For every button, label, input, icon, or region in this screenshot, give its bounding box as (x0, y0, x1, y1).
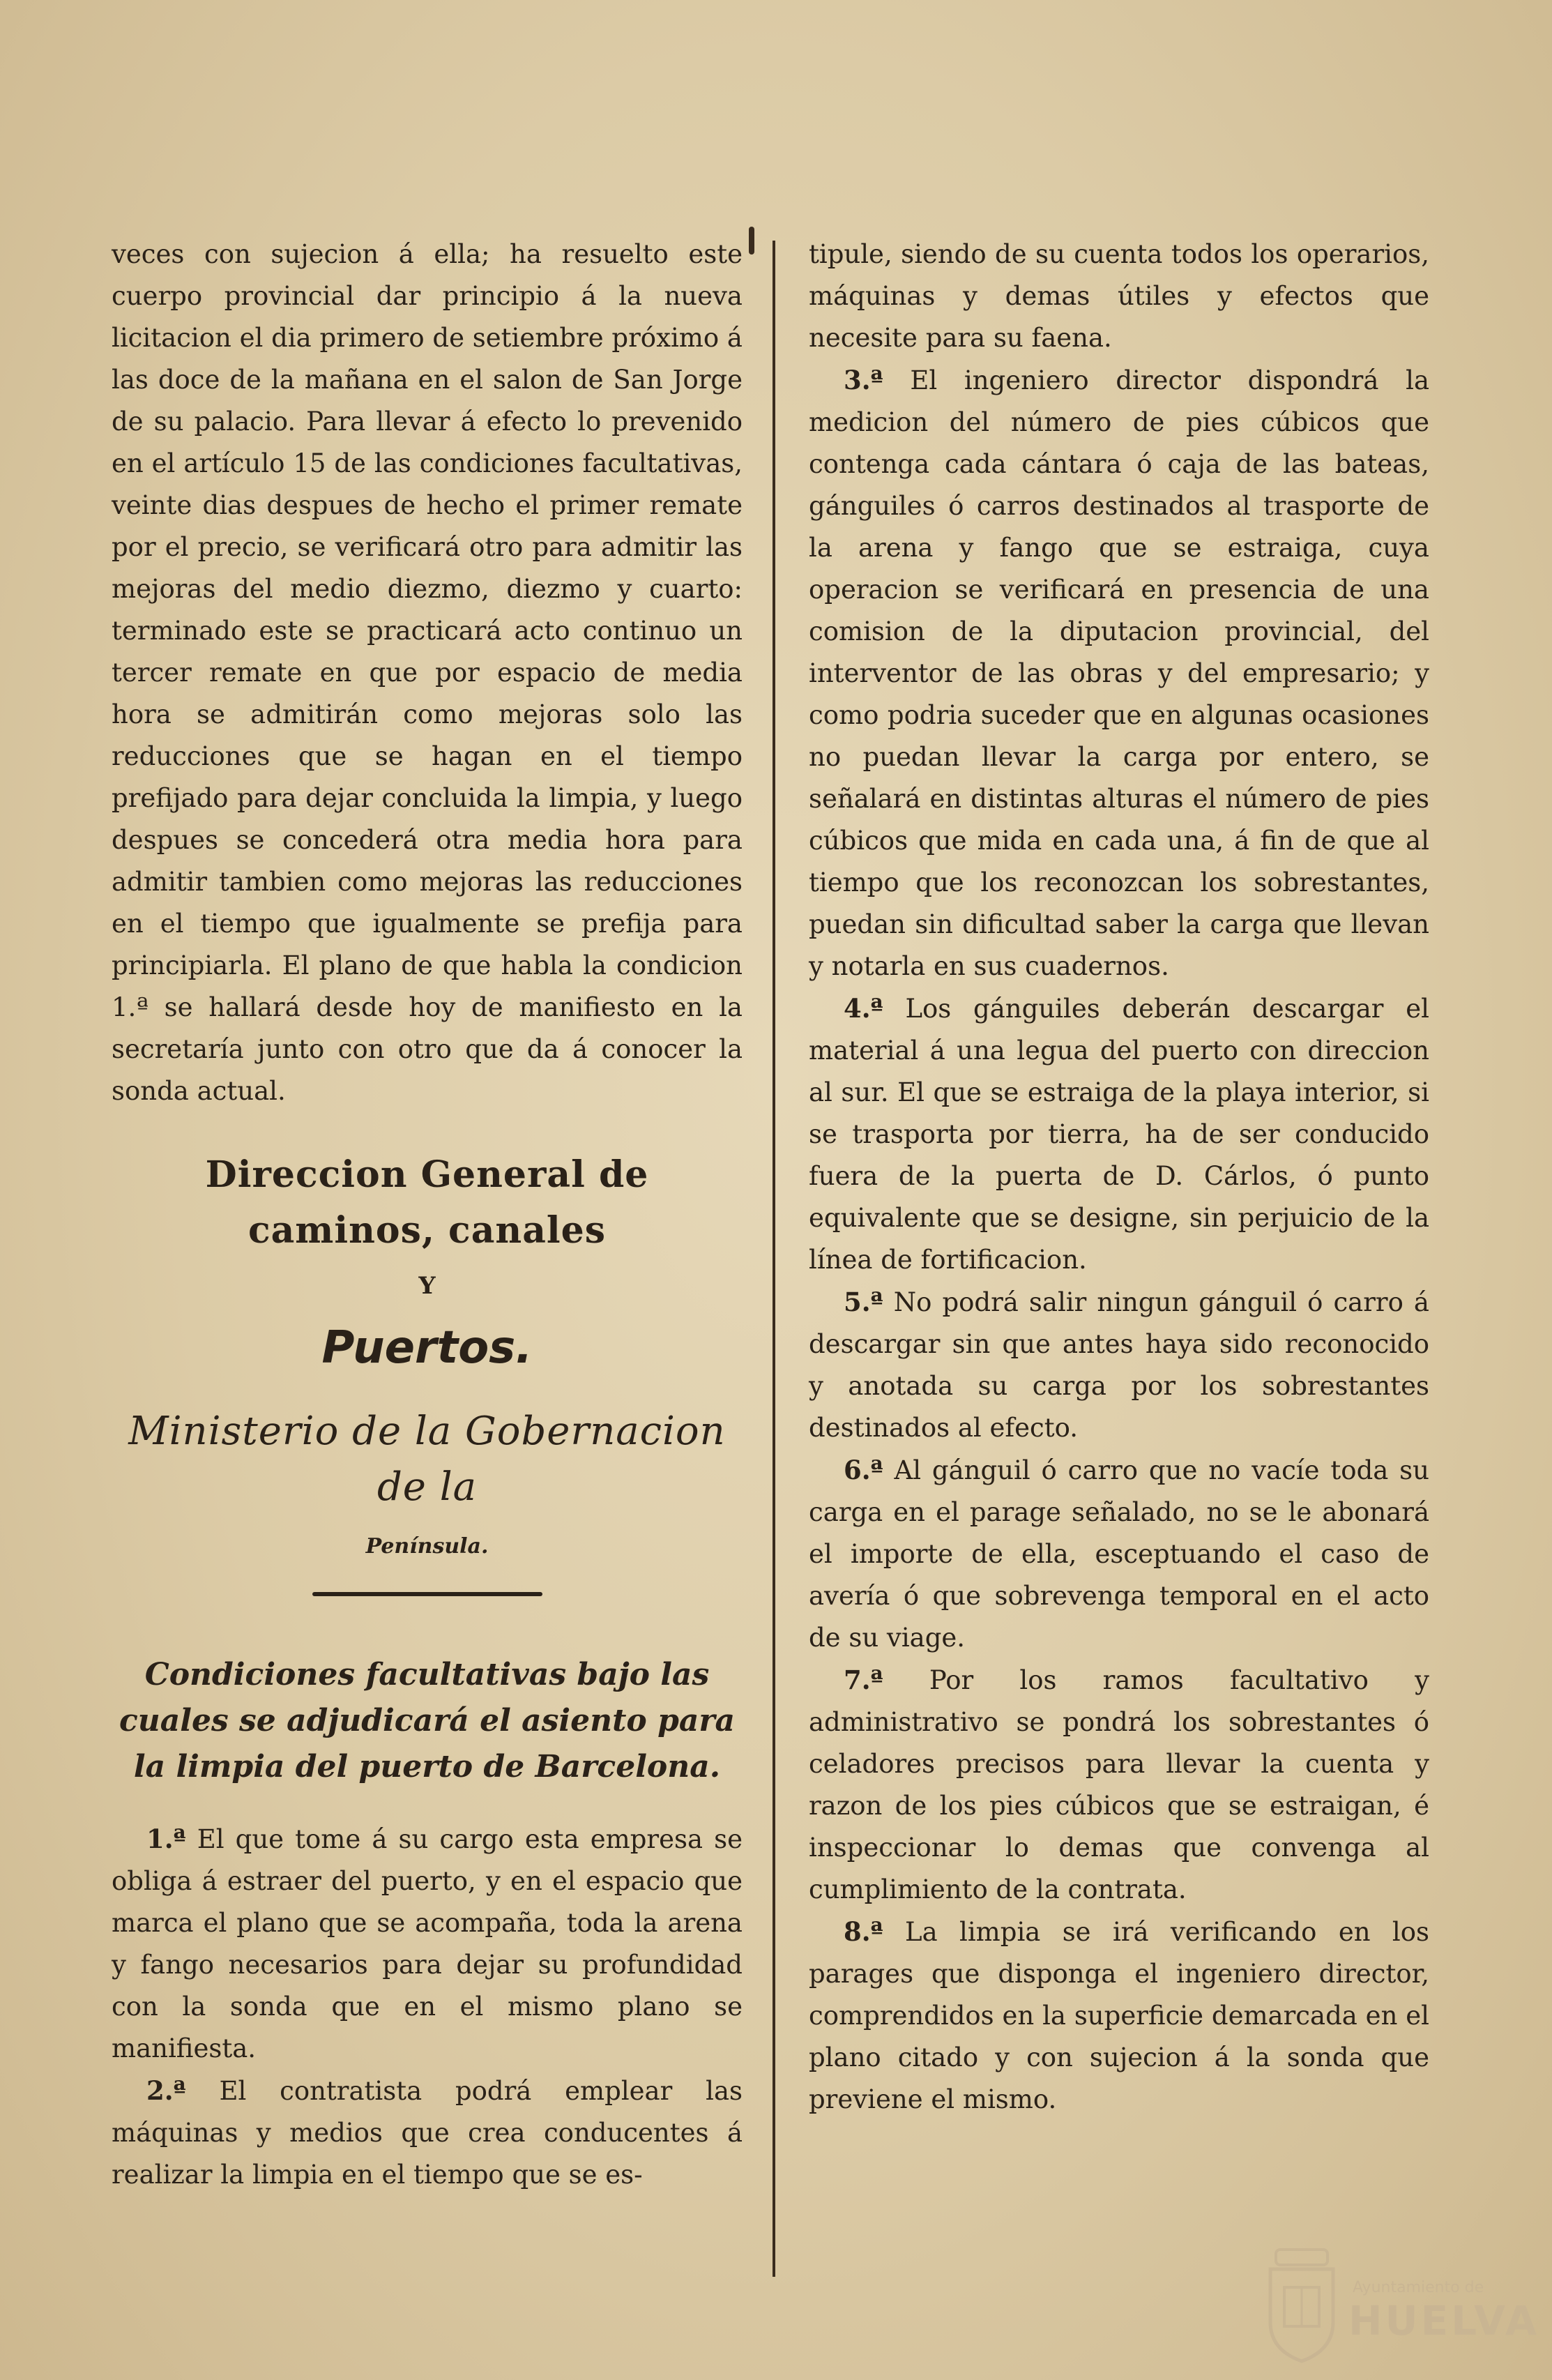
condition-1 (112, 1818, 743, 2070)
condition-5 (809, 1281, 1429, 1449)
condition-5-text: No podrá salir ningun gánguil ó carro á descargar sin que antes haya sido reconocido y anotada su carga por los sobrestantes destinados al efecto. (809, 1287, 1429, 1443)
heading-puertos: Puertos. (321, 1322, 533, 1374)
heading-peninsula: Península. (365, 1534, 489, 1559)
condition-1-number: 1.ª (146, 1824, 186, 1854)
left-column (112, 234, 743, 2196)
left-paragraph-continuation: veces con sujecion á ella; ha resuelto este cuerpo provincial dar principio á la nueva licitacion el dia primero de setiembre próximo á las doce de la mañana en el salon de San Jorge de su palacio. Para llevar á efecto lo prevenido en el artículo 15 de las condiciones facultativas, veinte dias despues de hecho el primer remate por el precio, se verificará otro para admitir las mejoras del medio diezmo, diezmo y cuarto: terminado este se practicará acto continuo un tercer remate en que por espacio de media hora se admitirán como mejoras solo las reducciones que se hagan en el tiempo prefijado para dejar concluida la limpia, y luego despues se concederá otra media hora para admitir tambien como mejoras las reducciones en el tiempo que igualmente se prefija para principiarla. El plano de que habla la condicion 1.ª se hallará desde hoy de manifiesto en la secretaría junto con otro que da á conocer la sonda actual. (112, 239, 743, 1106)
condition-5-number: 5.ª (844, 1287, 883, 1317)
column-divider (773, 241, 775, 2277)
condition-3 (809, 359, 1429, 987)
heading-direccion: Direccion General de caminos, canales (205, 1153, 649, 1252)
condition-2-number: 2.ª (146, 2075, 186, 2106)
heading-y: Y (418, 1272, 436, 1300)
condition-4 (809, 987, 1429, 1281)
condition-6 (809, 1449, 1429, 1659)
right-paragraph-continuation: tipule, siendo de su cuenta todos los operarios, máquinas y demas útiles y efectos que necesite para su faena. (809, 239, 1429, 353)
condition-6-number: 6.ª (844, 1455, 883, 1485)
coat-of-arms-icon (1263, 2245, 1340, 2364)
heading-ministerio: Ministerio de la Gobernacion de la (128, 1409, 726, 1510)
ink-mark (749, 227, 754, 255)
condition-2-text: El contratista podrá emplear las máquinas y medios que crea conducentes á realizar la limpia en el tiempo que se es- (112, 2076, 743, 2190)
condition-8 (809, 1911, 1429, 2121)
condition-7-text: Por los ramos facultativo y administrativo se pondrá los sobrestantes ó celadores precisos para llevar la cuenta y razon de los pies cúbicos que se estraigan, é inspeccionar lo demas que convenga al cumplimiento de la contrata. (809, 1665, 1430, 1904)
right-column (809, 234, 1429, 2121)
condition-4-text: Los gánguiles deberán descargar el material á una legua del puerto con direccion al sur. El que se estraiga de la playa interior, si se trasporta por tierra, ha de ser conducido fuera de la puerta de D. Cárlos, ó punto equivalente que se designe, sin perjuicio de la línea de fortificacion. (809, 994, 1429, 1275)
condition-8-text: La limpia se irá verificando en los parages que disponga el ingeniero director, comprendidos en la superficie demarcada en el plano citado y con sujecion á la sonda que previene el mismo. (809, 1917, 1430, 2114)
condition-3-number: 3.ª (844, 365, 883, 395)
huelva-watermark (1263, 2238, 1540, 2371)
section-rule (312, 1592, 542, 1596)
condition-8-number: 8.ª (844, 1916, 883, 1947)
watermark-small-text: Ayuntamiento de (1353, 2279, 1484, 2296)
condition-3-text: El ingeniero director dispondrá la medicion del número de pies cúbicos que contenga cada cántara ó caja de las bateas, gánguiles ó carros destinados al trasporte de la arena y fango que se estraiga, cuya operacion se verificará en presencia de una comision de la diputacion provincial, del interventor de las obras y del empresario; y como podria suceder que en algunas ocasiones no puedan llevar la carga por entero, se señalará en distintas alturas el número de pies cúbicos que mida en cada una, á fin de que al tiempo que los reconozcan los sobrestantes, puedan sin dificultad saber la carga que llevan y notarla en sus cuadernos. (809, 365, 1429, 981)
condition-6-text: Al gánguil ó carro que no vacíe toda su carga en el parage señalado, no se le abonará el importe de ella, esceptuando el caso de avería ó que sobrevenga temporal en el acto de su viage. (809, 1455, 1429, 1653)
condition-1-text: El que tome á su cargo esta empresa se obliga á estraer del puerto, y en el espacio que marca el plano que se acompaña, toda la arena y fango necesarios para dejar su profundidad con la sonda que en el mismo plano se manifiesta. (112, 1824, 743, 2063)
condition-7 (809, 1659, 1429, 1911)
condition-2 (112, 2070, 743, 2196)
watermark-big-text: HUELVA (1348, 2297, 1540, 2344)
condition-4-number: 4.ª (844, 993, 883, 1024)
condition-7-number: 7.ª (844, 1665, 883, 1695)
conditions-title: Condiciones facultativas bajo las cuales se adjudicará el asiento para la limpia del puerto de Barcelona. (119, 1657, 736, 1784)
